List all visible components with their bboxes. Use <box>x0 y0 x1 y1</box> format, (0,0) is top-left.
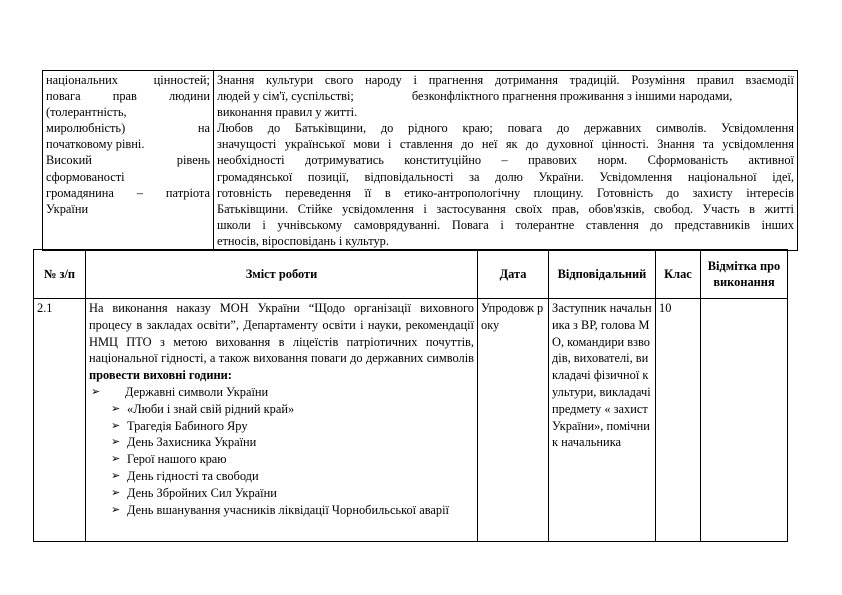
values-row <box>43 71 798 251</box>
list-item-label: День вшанування учасників ліквідації Чорнобильської аварії <box>127 502 449 517</box>
work-text-bold: провести виховні години: <box>89 368 232 383</box>
list-item <box>89 418 474 435</box>
header-class: Клас <box>656 250 701 299</box>
row-responsible: Заступник начальника з ВР, голова МО, командири взводів, вихователі, викладачі фізичної культури, викладачі предмету « захист України», помічник начальника <box>549 299 656 542</box>
arrow-right-icon: ➢ <box>111 503 121 516</box>
right-line: необхідності дотримуватись конституційно – правових норм. Сформованість активної <box>217 153 794 168</box>
plan-table <box>33 249 788 542</box>
right-line: Батьківщини. Стійке усвідомлення і застосування своїх прав, обов'язків, свобод. Участь в житті <box>217 201 794 216</box>
values-left-cell <box>43 71 214 251</box>
work-description <box>89 300 474 384</box>
right-line: готовність переведення її в етико-антропологічну площину. Готовність до захисту інтересів <box>217 185 794 200</box>
left-line: початковому рівні. <box>46 137 145 152</box>
header-mark: Відмітка про виконання <box>701 250 788 299</box>
list-item <box>89 468 474 485</box>
right-line-part: безконфліктного прагнення проживання з іншими народами, <box>411 89 733 104</box>
arrow-right-icon: ➢ <box>111 453 121 466</box>
event-list <box>89 384 474 518</box>
list-item <box>89 401 474 418</box>
left-line: України <box>46 201 89 216</box>
right-line-part: людей у сім'ї, суспільстві; <box>217 89 354 104</box>
right-line: школи і учнівському самоврядуванні. Повага і толерантне ставлення до представників інших <box>217 217 794 232</box>
right-line <box>217 88 794 104</box>
list-item <box>89 451 474 468</box>
list-item <box>89 502 474 519</box>
table-row <box>34 299 788 542</box>
list-item-label: День Захисника України <box>127 435 257 450</box>
right-line: виконання правил у житті. <box>217 105 358 120</box>
right-line: Знання культури свого народу і прагнення дотримання традицій. Розуміння правил взаємодії <box>217 73 794 87</box>
header-num: № з/п <box>34 250 86 299</box>
list-item-label: Трагедія Бабиного Яру <box>127 418 248 433</box>
arrow-right-icon: ➢ <box>91 385 101 398</box>
right-line: етносів, віросповідань і культур. <box>217 233 389 248</box>
left-line: (толерантність, <box>46 105 127 120</box>
left-line: сформованості <box>46 169 125 184</box>
right-line: громадянської позиції, відповідальності за долю України. Усвідомлення національної ідеї, <box>217 169 794 184</box>
row-content <box>86 299 478 542</box>
arrow-right-icon: ➢ <box>111 469 121 482</box>
row-date: Упродовж року <box>478 299 549 542</box>
header-content: Зміст роботи <box>86 250 478 299</box>
list-item-label: Герої нашого краю <box>127 452 227 467</box>
list-item <box>89 384 474 401</box>
list-item-label: «Люби і знай свій рідний край» <box>127 401 295 416</box>
work-text: На виконання наказу МОН України “Щодо організації виховного процесу в закладах освіти”, Департаменту освіти і науки, рекомендації НМЦ ПТО з метою виховання в ліцеїстів патріотичних почуттів, національної гідності, а також виховання поваги до державних символів <box>89 301 474 366</box>
list-item-label: День гідності та свободи <box>127 468 259 483</box>
arrow-right-icon: ➢ <box>111 419 121 432</box>
left-line: повага прав людини <box>46 89 210 104</box>
left-line: миролюбність) на <box>46 121 210 136</box>
header-date: Дата <box>478 250 549 299</box>
row-mark <box>701 299 788 542</box>
arrow-right-icon: ➢ <box>111 436 121 449</box>
list-item <box>89 485 474 502</box>
header-row <box>34 250 788 299</box>
right-line: Любов до Батьківщини, до рідного краю; повага до державних символів. Усвідомлення <box>217 121 794 136</box>
row-num: 2.1 <box>34 299 86 542</box>
header-responsible: Відповідальний <box>549 250 656 299</box>
left-line: національних цінностей; <box>46 73 210 87</box>
arrow-right-icon: ➢ <box>111 486 121 499</box>
arrow-right-icon: ➢ <box>111 402 121 415</box>
right-line: значущості української мови і ставлення до неї як до духовної цінності. Знання та усвідомлення <box>217 137 794 152</box>
left-line: громадянина – патріота <box>46 185 210 200</box>
row-class: 10 <box>656 299 701 542</box>
values-table <box>42 70 798 251</box>
left-line: Високий рівень <box>46 153 210 168</box>
list-item-label: Державні символи України <box>125 384 269 399</box>
list-item <box>89 434 474 451</box>
list-item-label: День Збройних Сил України <box>127 485 277 500</box>
values-right-cell <box>214 71 798 251</box>
